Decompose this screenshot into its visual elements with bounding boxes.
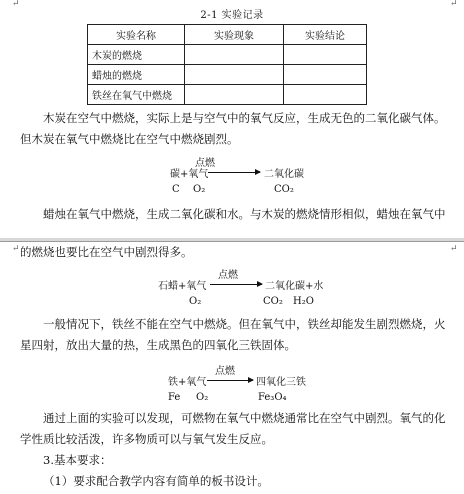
equation-condition: 点燃 [218, 270, 238, 281]
equation-symbol: C [172, 184, 180, 195]
row-phenomenon [185, 65, 284, 85]
corner-mark: ↵ [12, 244, 20, 254]
paragraph-candle-start: 蜡烛在氧气中燃烧，生成二氧化碳和水。与木炭的燃烧情形相似，蜡烛在氧气中 [43, 207, 446, 221]
requirement-item-1: （1）要求配合教学内容有简单的板书设计。 [43, 474, 269, 488]
reaction-arrow [207, 380, 253, 381]
equation-symbol: O₂ [196, 392, 209, 403]
row-conclusion [284, 45, 367, 65]
paragraph-candle-end: 的燃烧也要比在空气中剧烈得多。 [20, 245, 193, 259]
reaction-arrow [210, 284, 262, 285]
table-header-row [88, 25, 367, 45]
equation-iron [0, 362, 464, 406]
equation-product: 二氧化碳 [264, 169, 304, 180]
equation-symbol: Fe₃O₄ [258, 392, 287, 403]
equation-reactants: 铁+氧气 [168, 377, 207, 388]
equation-symbol: O₂ [193, 184, 206, 195]
corner-mark: ↵ [450, 0, 458, 9]
heading-requirements: 3.基本要求： [43, 453, 112, 467]
equation-product: 四氧化三铁 [256, 377, 306, 388]
paragraph-conclusion: 通过上面的实验可以发现，可燃物在氧气中燃烧通常比在空气中剧烈。氧气的化学性质比较活泼，许多物质可以与氧气发生反应。 [20, 411, 446, 446]
paragraph-charcoal: 木炭在空气中燃烧，实际上是与空气中的氧气反应，生成无色的二氧化碳气体。但木炭在氧气中燃烧比在空气中燃烧剧烈。 [20, 111, 446, 146]
corner-mark: ↵ [450, 244, 458, 254]
equation-reactants: 碳+氧气 [170, 169, 209, 180]
equation-symbol: H₂O [293, 296, 314, 307]
table-row [88, 65, 367, 85]
equation-wax [0, 266, 464, 310]
table-row [88, 85, 367, 105]
table-caption: 2-1 实验记录 [200, 10, 264, 21]
page-bottom [0, 241, 464, 494]
equation-symbol: CO₂ [263, 296, 283, 307]
reaction-arrow [208, 172, 260, 173]
page-top [0, 0, 464, 239]
header-phenomenon: 实验现象 [185, 25, 284, 45]
equation-product: 二氧化碳+水 [265, 281, 324, 292]
row-name: 铁丝在氧气中燃烧 [88, 85, 185, 105]
header-conclusion: 实验结论 [284, 25, 367, 45]
equation-symbol: CO₂ [274, 184, 294, 195]
row-phenomenon [185, 85, 284, 105]
equation-carbon [0, 154, 464, 198]
row-name: 木炭的燃烧 [88, 45, 185, 65]
header-experiment-name: 实验名称 [88, 25, 185, 45]
equation-symbol: O₂ [189, 296, 202, 307]
equation-reactants: 石蜡+氧气 [158, 281, 207, 292]
row-phenomenon [185, 45, 284, 65]
corner-mark: ↵ [12, 0, 20, 9]
row-conclusion [284, 85, 367, 105]
equation-condition: 点燃 [215, 366, 235, 377]
experiment-record-table [87, 24, 367, 105]
row-name: 蜡烛的燃烧 [88, 65, 185, 85]
table-row [88, 45, 367, 65]
equation-condition: 点燃 [195, 158, 215, 169]
paragraph-iron: 一般情况下，铁丝不能在空气中燃烧。但在氧气中，铁丝却能发生剧烈燃烧，火星四射，放出大量的热，生成黑色的四氧化三铁固体。 [20, 317, 446, 352]
row-conclusion [284, 65, 367, 85]
equation-symbol: Fe [168, 392, 181, 403]
